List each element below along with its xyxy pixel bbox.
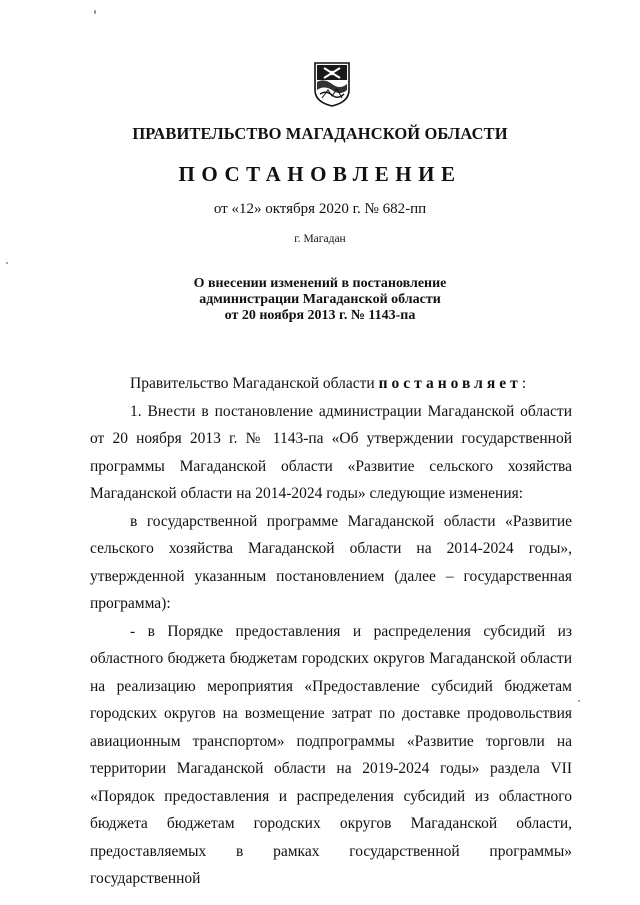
coat-of-arms-emblem — [312, 60, 352, 108]
organization-name: ПРАВИТЕЛЬСТВО МАГАДАНСКОЙ ОБЛАСТИ — [132, 124, 508, 143]
body-paragraph: - в Порядке предоставления и распределения субсидий из областного бюджета бюджетам городских округов Магаданской области на реализацию мероприятия «Предоставление субсидий бюджетам городских округов на возмещение затрат по доставке продовольствия авиационным транспортом» подпрограммы «Развитие торговли на территории Магаданской области на 2019-2024 годы» раздела VII «Порядок предоставления и распределения субсидий из областного бюджета бюджетам городских округов Магаданской области, предоставляемых в рамках государственной программы» государственной — [90, 622, 572, 887]
body-paragraph: в государственной программе Магаданской области «Развитие сельского хозяйства Магаданской области на 2014-2024 годы», утвержденной указанным постановлением (далее – государственная программа): — [90, 512, 572, 612]
scan-speck — [578, 700, 580, 702]
document-date-number: от «12» октября 2020 г. № 682-пп — [213, 201, 427, 217]
title-line: от 20 ноября 2013 г. № 1143-па — [224, 308, 416, 323]
document-type: ПОСТАНОВЛЕНИЕ — [178, 162, 462, 186]
preamble-end: : — [521, 375, 527, 392]
scan-speck — [6, 262, 8, 264]
scan-speck — [94, 10, 96, 14]
preamble-subject: Правительство Магаданской области — [130, 375, 379, 392]
preamble — [90, 370, 572, 398]
title-line: администрации Магаданской области — [199, 292, 441, 307]
document-body — [90, 370, 572, 893]
preamble-verb: постановляет — [378, 375, 522, 392]
document-city: г. Магадан — [294, 233, 346, 245]
title-line: О внесении изменений в постановление — [193, 276, 447, 291]
body-paragraph: 1. Внести в постановление администрации Магаданской области от 20 ноября 2013 г. № 1143-па «Об утверждении государственной программы Магаданской области «Развитие сельского хозяйства Магаданской области на 2014-2024 годы» следующие изменения: — [90, 402, 572, 502]
document-title — [0, 276, 640, 324]
